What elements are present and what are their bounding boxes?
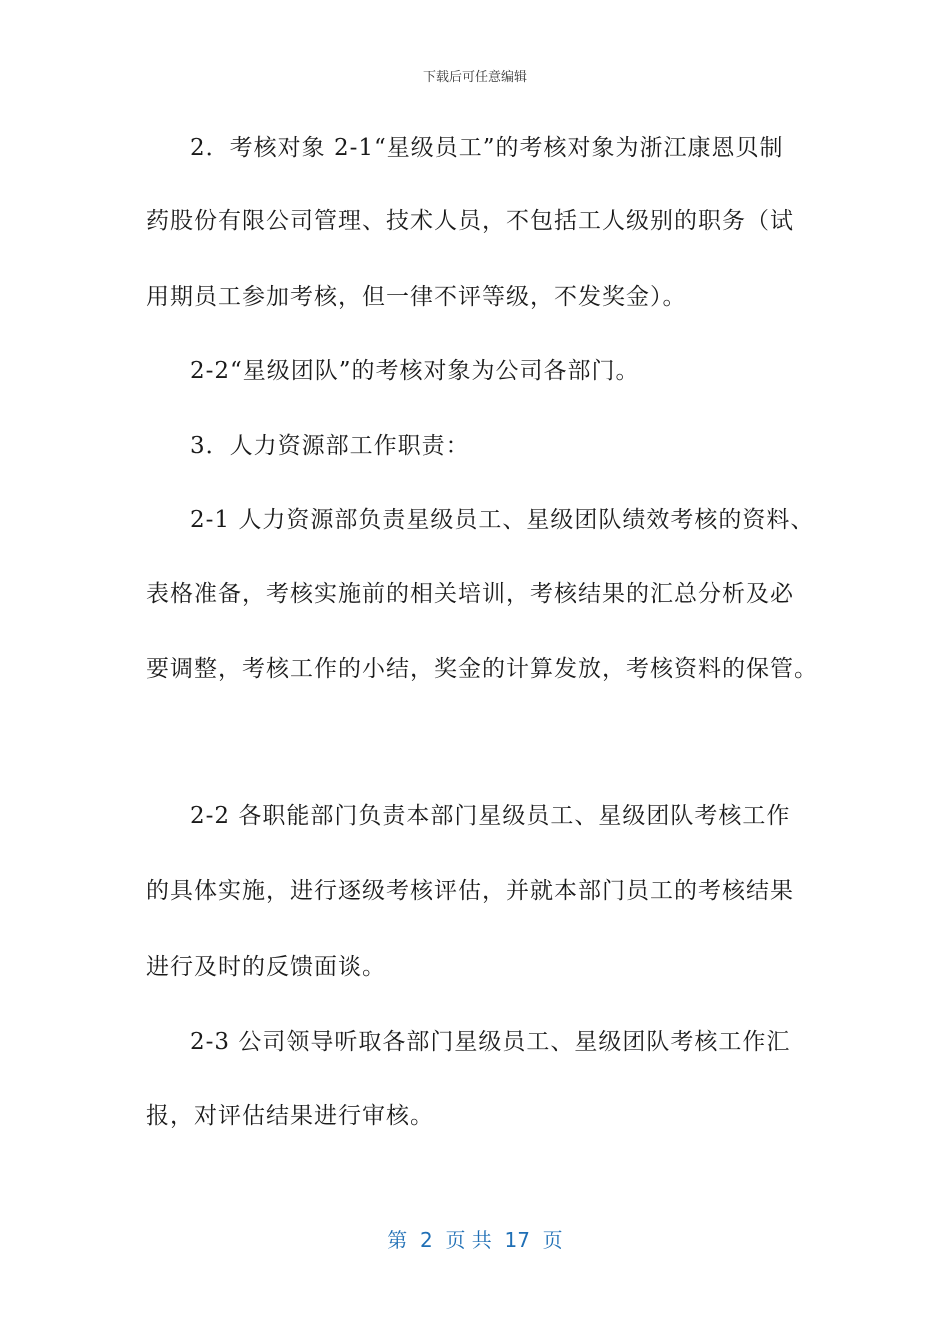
paragraph-line: 2-1 人力资源部负责星级员工、星级团队绩效考核的资料、 [190, 507, 815, 533]
paragraph-line: 的具体实施，进行逐级考核评估，并就本部门员工的考核结果 [146, 878, 794, 904]
paragraph-line: 3．人力资源部工作职责： [190, 433, 470, 459]
paragraph-line: 进行及时的反馈面谈。 [146, 954, 386, 980]
page-number-footer: 第 2 页 共 17 页 [387, 1228, 563, 1252]
paragraph-line: 用期员工参加考核，但一律不评等级，不发奖金）。 [146, 284, 687, 310]
page-header-note: 下载后可任意编辑 [422, 70, 527, 85]
paragraph-line: 药股份有限公司管理、技术人员，不包括工人级别的职务（试 [146, 208, 794, 234]
paragraph-line: 要调整，考核工作的小结，奖金的计算发放，考核资料的保管。 [146, 656, 818, 682]
paragraph-line: 表格准备，考核实施前的相关培训，考核结果的汇总分析及必 [146, 581, 794, 607]
paragraph-line: 报，对评估结果进行审核。 [146, 1103, 434, 1129]
paragraph-line: 2．考核对象 2-1“星级员工”的考核对象为浙江康恩贝制 [190, 135, 784, 161]
paragraph-line: 2-2 各职能部门负责本部门星级员工、星级团队考核工作 [190, 803, 791, 829]
paragraph-line: 2-3 公司领导听取各部门星级员工、星级团队考核工作汇 [190, 1029, 791, 1055]
paragraph-line: 2-2“星级团队”的考核对象为公司各部门。 [190, 358, 640, 384]
